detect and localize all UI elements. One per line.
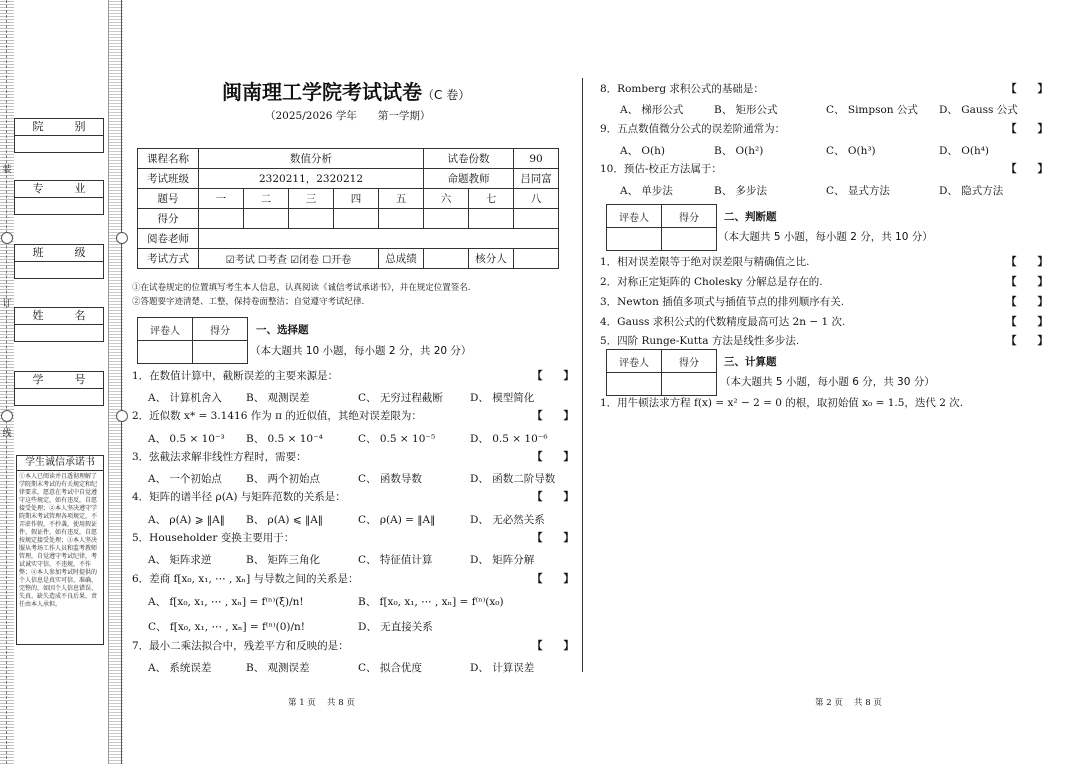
score-cell[interactable] [469, 209, 514, 229]
question: 10．预估-校正方法属于： [600, 163, 722, 175]
teacher-value: 吕同富 [514, 169, 559, 189]
score-cell[interactable] [514, 209, 559, 229]
score-cell[interactable] [199, 209, 244, 229]
field-class[interactable] [14, 244, 104, 279]
punch-hole [116, 232, 128, 244]
answer-bracket[interactable]: 【 】 [1006, 123, 1048, 135]
field-label: 专 业 [15, 181, 103, 198]
option: A、 单步法 [620, 185, 673, 197]
section3-score-box [606, 349, 717, 396]
instruction-1: ①在试卷规定的位置填写考生本人信息，认真阅读《诚信考试承诺书》，并在规定位置签名. [132, 283, 471, 293]
score-label: 得分 [662, 350, 717, 373]
option: D、 Gauss 公式 [939, 104, 1018, 116]
q-number: 三 [289, 189, 334, 209]
q-number: 四 [334, 189, 379, 209]
tf-question: 4．Gauss 求积公式的代数精度最高可达 2n − 1 次. [600, 316, 846, 328]
option: C、 Simpson 公式 [826, 104, 918, 116]
option: C、 显式方法 [826, 185, 890, 197]
option: D、 模型简化 [470, 392, 535, 404]
option: C、 O(h³) [826, 145, 876, 157]
course-value: 数值分析 [199, 149, 424, 169]
option: A、 一个初始点 [148, 473, 222, 485]
question: 7．最小二乘法拟合中，残差平方和反映的是： [132, 640, 349, 652]
option: C、 ρ(A) = ‖A‖ [358, 514, 436, 526]
tf-question: 1．相对误差限等于绝对误差限与精确值之比. [600, 256, 810, 268]
copies-label: 试卷份数 [424, 149, 514, 169]
field-name[interactable] [14, 307, 104, 342]
score-cell[interactable] [289, 209, 334, 229]
option: B、 矩形公式 [714, 104, 778, 116]
section2-title: 二、判断题 [724, 211, 777, 223]
option: A、 f[x₀, x₁, ⋯ , xₙ] = f⁽ⁿ⁾(ξ)/n! [148, 596, 304, 608]
option: D、 函数二阶导数 [470, 473, 556, 485]
score-cell[interactable] [193, 341, 248, 364]
option: A、 梯形公式 [620, 104, 684, 116]
grader-cell[interactable] [607, 373, 662, 396]
answer-bracket[interactable]: 【 】 [1006, 296, 1048, 308]
option: C、 拟合优度 [358, 662, 422, 674]
option: D、 矩阵分解 [470, 554, 535, 566]
answer-bracket[interactable]: 【 】 [1006, 83, 1048, 95]
tf-question: 3．Newton 插值多项式与插值节点的排列顺序有关. [600, 296, 845, 308]
class-label: 考试班级 [138, 169, 199, 189]
option: C、 f[x₀, x₁, ⋯ , xₙ] = f⁽ⁿ⁾(0)/n! [148, 621, 305, 633]
field-label: 姓 名 [15, 308, 103, 325]
binding-dashed-line [6, 0, 7, 764]
exam-title [222, 76, 470, 105]
option: B、 ρ(A) ⩽ ‖A‖ [246, 514, 324, 526]
punch-hole [1, 232, 13, 244]
section1-score-box [137, 317, 248, 364]
option: C、 函数导数 [358, 473, 422, 485]
class-value: 2320211，2320212 [199, 169, 424, 189]
score-label: 得分 [193, 318, 248, 341]
punch-hole [1, 410, 13, 422]
option: D、 无必然关系 [470, 514, 545, 526]
score-label: 得分 [138, 209, 199, 229]
section1-title: 一、选择题 [256, 324, 309, 336]
answer-bracket[interactable]: 【 】 [1006, 276, 1048, 288]
grader-label: 评卷人 [607, 350, 662, 373]
question: 5．Householder 变换主要用于： [132, 532, 295, 544]
answer-bracket[interactable]: 【 】 [532, 451, 574, 463]
checker-label: 核分人 [469, 249, 514, 269]
option: B、 0.5 × 10⁻⁴ [246, 433, 323, 445]
option: B、 O(h²) [714, 145, 764, 157]
question: 8．Romberg 求积公式的基础是： [600, 83, 764, 95]
section1-note: （本大题共 10 小题，每小题 2 分，共 20 分） [250, 345, 472, 357]
q-number: 八 [514, 189, 559, 209]
q-number: 六 [424, 189, 469, 209]
score-cell[interactable] [379, 209, 424, 229]
q-number: 二 [244, 189, 289, 209]
tf-question: 2．对称正定矩阵的 Cholesky 分解总是存在的. [600, 276, 823, 288]
score-label: 得分 [662, 205, 717, 228]
option: A、 计算机舍入 [148, 392, 222, 404]
score-cell[interactable] [334, 209, 379, 229]
instructions [132, 281, 470, 309]
grader-cell[interactable] [607, 228, 662, 251]
side-char-zhuang: 装 [2, 165, 12, 175]
teacher-label: 命题教师 [424, 169, 514, 189]
answer-bracket[interactable]: 【 】 [532, 640, 574, 652]
option: D、 计算误差 [470, 662, 535, 674]
field-student-id[interactable] [14, 371, 104, 406]
score-cell[interactable] [662, 373, 717, 396]
field-department[interactable] [14, 118, 104, 153]
option: D、 O(h⁴) [939, 145, 990, 157]
exam-subtitle: （2025/2026 学年 第一学期） [265, 110, 431, 122]
option: D、 0.5 × 10⁻⁶ [470, 433, 548, 445]
option: D、 隐式方法 [939, 185, 1004, 197]
q-number: 五 [379, 189, 424, 209]
question: 6．差商 f[x₀, x₁, ⋯ , xₙ] 与导数之间的关系是： [132, 573, 359, 585]
section2-score-box [606, 204, 717, 251]
question: 3．弦截法求解非线性方程时，需要： [132, 451, 307, 463]
tf-question: 5．四阶 Runge-Kutta 方法是线性多步法. [600, 335, 800, 347]
field-major[interactable] [14, 180, 104, 215]
section3-title: 三、计算题 [724, 356, 777, 368]
binding-strip-outer [0, 0, 14, 764]
checker-cell[interactable] [514, 249, 559, 269]
option: D、 无直接关系 [358, 621, 433, 633]
q-number: 一 [199, 189, 244, 209]
total-label: 总成绩 [379, 249, 424, 269]
answer-bracket[interactable]: 【 】 [1006, 316, 1048, 328]
page-divider [582, 78, 583, 672]
grader-label: 评卷人 [138, 318, 193, 341]
side-char-xian: 线 [2, 429, 12, 439]
option: A、 O(h) [620, 145, 665, 157]
section2-note: （本大题共 5 小题，每小题 2 分，共 10 分） [718, 231, 933, 243]
q-label: 题号 [138, 189, 199, 209]
answer-bracket[interactable]: 【 】 [532, 370, 574, 382]
q-number: 七 [469, 189, 514, 209]
page-footer-right: 第 2 页 共 8 页 [815, 698, 882, 708]
answer-bracket[interactable]: 【 】 [532, 573, 574, 585]
answer-bracket[interactable]: 【 】 [1006, 335, 1048, 347]
course-label: 课程名称 [138, 149, 199, 169]
marker-label: 阅卷老师 [138, 229, 199, 249]
section3-note: （本大题共 5 小题，每小题 6 分，共 30 分） [720, 376, 935, 388]
answer-bracket[interactable]: 【 】 [1006, 163, 1048, 175]
score-cell[interactable] [424, 209, 469, 229]
integrity-pledge [16, 455, 104, 645]
option: A、 矩阵求逆 [148, 554, 212, 566]
option: B、 观测误差 [246, 662, 310, 674]
option: A、 ρ(A) ⩾ ‖A‖ [148, 514, 225, 526]
field-label: 院 别 [15, 119, 103, 136]
option: B、 两个初始点 [246, 473, 321, 485]
option: B、 矩阵三角化 [246, 554, 321, 566]
title-suffix: （C 卷） [422, 88, 471, 102]
option: A、 0.5 × 10⁻³ [148, 433, 225, 445]
total-cell[interactable] [424, 249, 469, 269]
instruction-2: ②答题要字迹清楚、工整，保持卷面整洁；自觉遵守考试纪律. [132, 297, 365, 307]
mode-options: ☑考试 ☐考查 ☑闭卷 ☐开卷 [199, 249, 379, 269]
page-footer-left: 第 1 页 共 8 页 [288, 698, 355, 708]
question: 2．近似数 x* = 3.1416 作为 π 的近似值，其绝对误差限为： [132, 410, 422, 422]
option: C、 无穷过程截断 [358, 392, 443, 404]
mode-label: 考试方式 [138, 249, 199, 269]
marker-cell[interactable] [199, 229, 559, 249]
question: 4．矩阵的谱半径 ρ(A) 与矩阵范数的关系是： [132, 491, 346, 503]
exam-info-table [137, 148, 559, 269]
calc-question: 1．用牛顿法求方程 f(x) = x² − 2 = 0 的根，取初始值 x₀ = 1.5，迭代 2 次. [600, 397, 964, 409]
question: 1．在数值计算中，截断误差的主要来源是： [132, 370, 339, 382]
field-label: 学 号 [15, 372, 103, 389]
answer-bracket[interactable]: 【 】 [532, 410, 574, 422]
score-cell[interactable] [244, 209, 289, 229]
option: C、 特征值计算 [358, 554, 433, 566]
option: C、 0.5 × 10⁻⁵ [358, 433, 436, 445]
answer-bracket[interactable]: 【 】 [532, 491, 574, 503]
option: B、 多步法 [714, 185, 768, 197]
option: A、 系统误差 [148, 662, 212, 674]
title-text: 闽南理工学院考试试卷 [222, 80, 422, 104]
side-char-ding: 订 [2, 299, 12, 309]
grader-cell[interactable] [138, 341, 193, 364]
question: 9．五点数值微分公式的误差阶通常为： [600, 123, 786, 135]
punch-hole [116, 410, 128, 422]
pledge-title: 学生诚信承诺书 [17, 456, 103, 471]
option: B、 观测误差 [246, 392, 310, 404]
score-cell[interactable] [662, 228, 717, 251]
field-label: 班 级 [15, 245, 103, 262]
option: B、 f[x₀, x₁, ⋯ , xₙ] = f⁽ⁿ⁾(x₀) [358, 596, 504, 608]
grader-label: 评卷人 [607, 205, 662, 228]
binding-solid-line [121, 0, 122, 764]
answer-bracket[interactable]: 【 】 [1006, 256, 1048, 268]
answer-bracket[interactable]: 【 】 [532, 532, 574, 544]
pledge-text: ①本人已阅读并且透彻理解了学院期末考试的有关规定和纪律要求，愿意在考试中自觉遵守这些规定，如有违反，自愿接受处理；②本人坚决遵守学院期末考试管理各项规定，不弄虚作假，不抄袭，使用假证件，假证件，如有违反，自愿按规定接受处理；③本人坚决服从考场工作人员和监考教师管理，自觉遵守考试纪律，考试诚实守信，不违规，不作弊；④本人参加考试时提供的个人信息是真实可信、准确、完整的，如因个人信息错误、失真、缺失造成不良后果，责任由本人承担。 [19, 473, 98, 608]
copies-value: 90 [514, 149, 559, 169]
